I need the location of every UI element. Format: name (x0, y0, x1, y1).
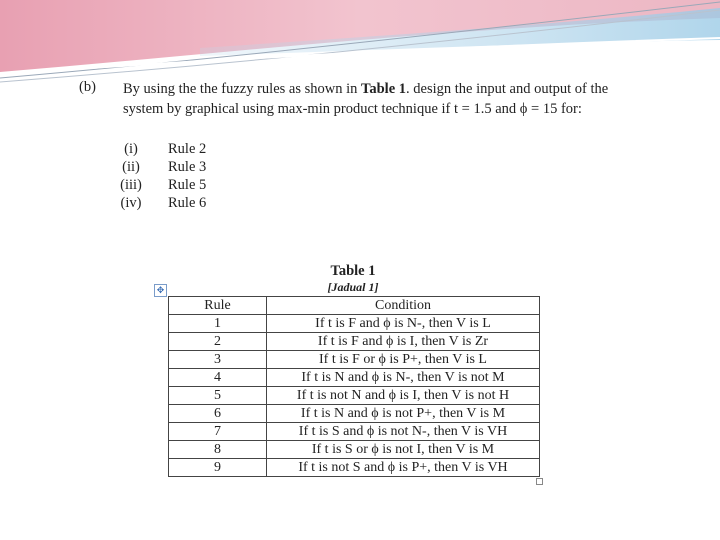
table-subtitle: [Jadual 1] (327, 280, 379, 294)
table-header-row (169, 297, 540, 315)
table-row: 1 If t is F and ϕ is N-, then V is L (169, 315, 540, 333)
table-row: 4 If t is N and ϕ is N-, then V is not M (169, 369, 540, 387)
question-label: (b) (79, 79, 96, 95)
column-header-condition: Condition (267, 297, 540, 315)
table-resize-handle[interactable] (536, 478, 543, 485)
table-row: 8 If t is S or ϕ is not I, then V is M (169, 441, 540, 459)
list-item: (iv) Rule 6 (120, 195, 207, 211)
rules-table (168, 296, 540, 477)
list-item: (i) Rule 2 (124, 141, 207, 157)
table-title: Table 1 (330, 263, 376, 279)
table-row: 6 If t is N and ϕ is not P+, then V is M (169, 405, 540, 423)
table-row: 3 If t is F or ϕ is P+, then V is L (169, 351, 540, 369)
table-reference: Table 1 (361, 81, 407, 97)
question-text: By using the the fuzzy rules as shown in Table 1. design the input and output of the system by graphical using max-min product technique if t = 1.5 and ϕ = 15 for: (123, 81, 609, 117)
table-row: 9 If t is not S and ϕ is P+, then V is VH (169, 459, 540, 477)
table-row: 7 If t is S and ϕ is not N-, then V is VH (169, 423, 540, 441)
decorative-wave-banner (0, 0, 720, 90)
rule-list (112, 140, 206, 212)
table-row: 2 If t is F and ϕ is I, then V is Zr (169, 333, 540, 351)
table-move-handle-icon[interactable]: ✥ (154, 284, 167, 297)
list-item: (ii) Rule 3 (122, 159, 207, 175)
column-header-rule: Rule (169, 297, 267, 315)
list-item: (iii) Rule 5 (120, 177, 207, 193)
table-row: 5 If t is not N and ϕ is I, then V is not H (169, 387, 540, 405)
